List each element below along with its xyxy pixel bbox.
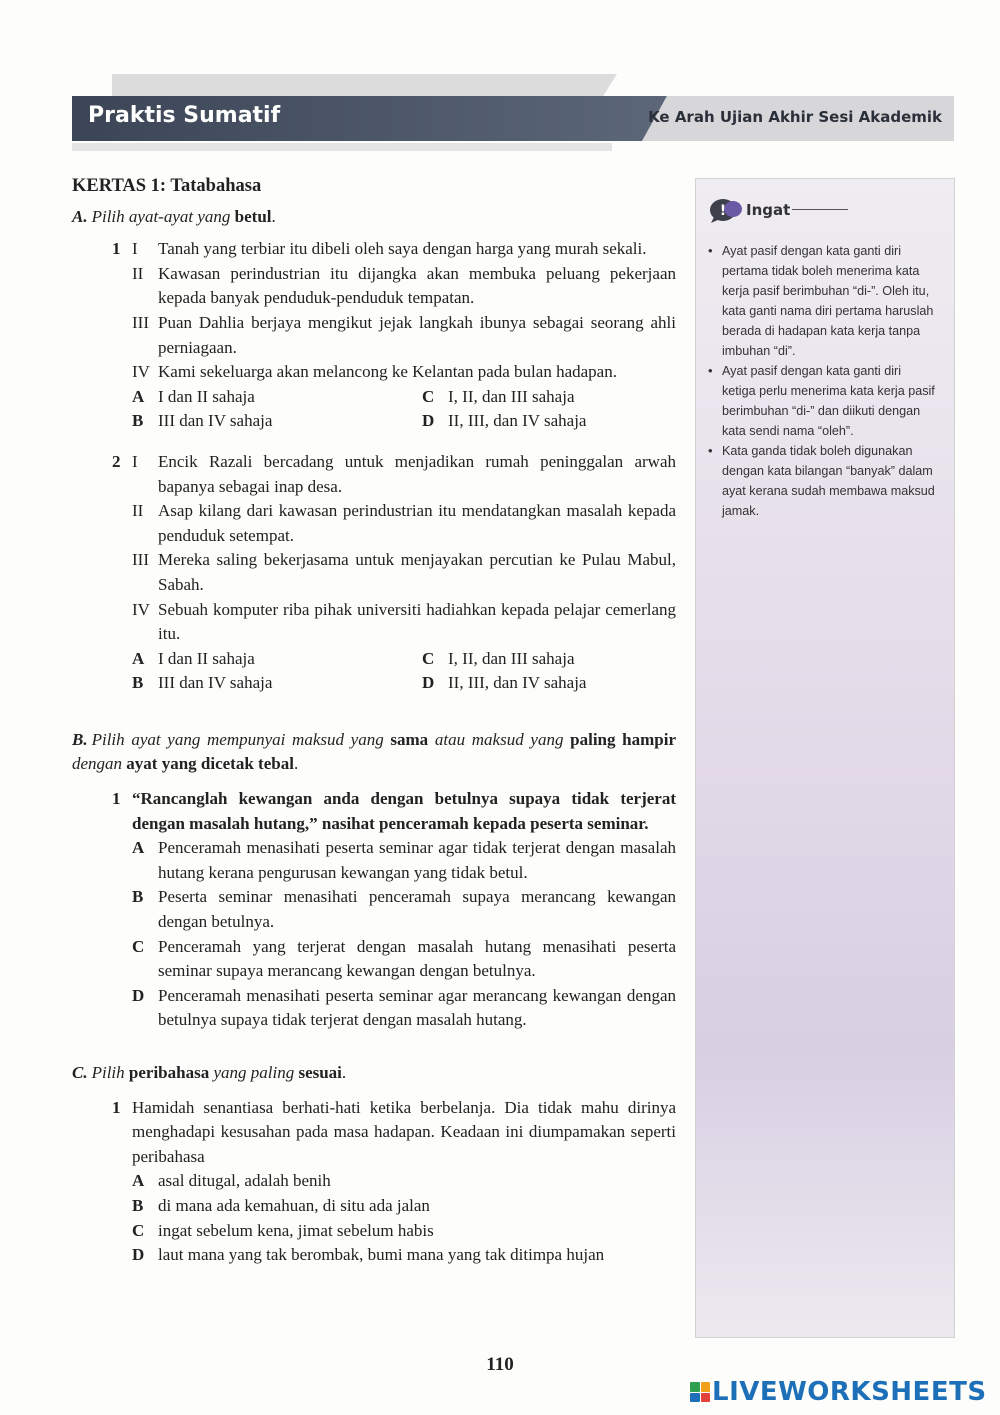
svg-text:!: ! — [719, 203, 727, 219]
note-item: • Kata ganda tidak boleh digunakan dengan kata bilangan “banyak” dalam ayat kerana sudah membawa maksud jamak. — [706, 441, 938, 521]
question-b1 — [112, 787, 676, 1033]
answer-option-c[interactable]: C ingat sebelum kena, jimat sebelum habis — [132, 1220, 434, 1240]
answer-options — [132, 647, 676, 696]
section-c-instruction: C. Pilih peribahasa yang paling sesuai. — [72, 1063, 347, 1082]
statement: IV Kami sekeluarga akan melancong ke Kelantan pada bulan hadapan. — [132, 362, 617, 382]
banner-title: Praktis Sumatif — [88, 103, 281, 128]
header-banner — [72, 96, 954, 141]
ingat-sidebar — [695, 178, 955, 1338]
paper-title: KERTAS 1: Tatabahasa — [72, 176, 262, 196]
answer-option-c[interactable]: C I, II, dan III sahaja — [422, 648, 575, 668]
note-item: • Ayat pasif dengan kata ganti diri pertama tidak boleh menerima kata kerja pasif berimbuhan “di-”. Oleh itu, kata ganti nama diri pertama haruslah berada di hadapan kata kerja tanpa imbuhan “di”. — [706, 241, 938, 361]
question-a1 — [112, 237, 676, 434]
banner-underline — [72, 143, 612, 151]
heading-rule — [792, 209, 848, 210]
question-number: 2 — [112, 451, 121, 471]
question-stem: “Rancanglah kewangan anda dengan betulnya supaya tidak terjerat dengan masalah hutang,” nasihat penceramah kepada peserta seminar. — [132, 789, 676, 833]
section-b-instruction: B. Pilih ayat yang mempunyai maksud yang sama atau maksud yang paling hampir dengan ayat yang dicetak tebal. — [72, 729, 677, 774]
brand-name: LIVEWORKSHEETS — [712, 1377, 987, 1407]
answer-option-b[interactable]: B III dan IV sahaja — [132, 411, 273, 431]
answer-option-d[interactable]: D II, III, dan IV sahaja — [422, 673, 587, 693]
question-number: 1 — [112, 239, 121, 259]
answer-option-d[interactable]: D II, III, dan IV sahaja — [422, 411, 587, 431]
answer-option-b[interactable]: B di mana ada kemahuan, di situ ada jalan — [132, 1195, 430, 1215]
notes-list — [706, 241, 938, 521]
ingat-heading: Ingat — [746, 201, 791, 219]
chat-bubble-icon — [708, 195, 744, 225]
banner-subtitle: Ke Arah Ujian Akhir Sesi Akademik — [648, 108, 942, 126]
statement: IV Sebuah komputer riba pihak universiti hadiahkan kepada pelajar cemerlang itu. — [132, 599, 676, 644]
question-c1 — [112, 1096, 676, 1268]
statement: III Mereka saling bekerjasama untuk menjayakan percutian ke Pulau Mabul, Sabah. — [132, 550, 676, 594]
question-a2 — [112, 450, 676, 696]
ingat-header — [708, 195, 790, 225]
section-letter: B. — [72, 729, 88, 749]
answer-option-a[interactable]: A Penceramah menasihati peserta seminar agar tidak terjerat dengan masalah hutang kerana pengurusan kewangan yang tidak betul. — [132, 838, 676, 882]
answer-option-a[interactable]: A asal ditugal, adalah benih — [132, 1171, 331, 1191]
statement: I Tanah yang terbiar itu dibeli oleh saya dengan harga yang murah sekali. — [132, 239, 647, 259]
answer-option-b[interactable]: B Peserta seminar menasihati penceramah supaya merancang kewangan dengan betulnya. — [132, 887, 676, 932]
answer-option-a[interactable]: A I dan II sahaja — [132, 648, 255, 668]
statement: I Encik Razali bercadang untuk menjadikan rumah peninggalan arwah bapanya sebagai inap desa. — [132, 451, 676, 496]
answer-option-d[interactable]: D laut mana yang tak berombak, bumi mana yang tak ditimpa hujan — [132, 1245, 605, 1265]
answer-option-b[interactable]: B III dan IV sahaja — [132, 673, 273, 693]
answer-option-c[interactable]: C Penceramah yang terjerat dengan masalah hutang menasihati peserta seminar supaya merancang kewangan dengan betulnya. — [132, 936, 676, 981]
brand-mark-icon — [690, 1382, 710, 1402]
question-number: 1 — [112, 1097, 121, 1117]
statement: III Puan Dahlia berjaya mengikut jejak langkah ibunya sebagai seorang ahli perniagaan. — [132, 312, 676, 357]
section-a-instruction: A. Pilih ayat-ayat yang betul. — [72, 206, 276, 226]
note-item: • Ayat pasif dengan kata ganti diri ketiga perlu menerima kata kerja pasif berimbuhan “di-” dan diikuti dengan kata sendi nama “oleh”. — [706, 361, 938, 441]
answer-options — [132, 385, 676, 434]
question-stem: Hamidah senantiasa berhati-hati ketika berbelanja. Dia tidak mahu dirinya menghadapi kesusahan pada masa hadapan. Keadaan ini diumpamakan seperti peribahasa — [132, 1097, 676, 1166]
statement: II Kawasan perindustrian itu dijangka akan membuka peluang pekerjaan kepada banyak penduduk-penduduk tempatan. — [132, 263, 676, 308]
section-letter: A. — [72, 206, 88, 226]
worksheet-content — [72, 174, 676, 1268]
answer-option-d[interactable]: D Penceramah menasihati peserta seminar agar merancang kewangan dengan betulnya supaya tidak terjerat dengan masalah hutang. — [132, 985, 676, 1030]
page-number: 110 — [486, 1354, 514, 1375]
statement: II Asap kilang dari kawasan perindustrian itu mendatangkan masalah kepada penduduk setempat. — [132, 501, 676, 545]
answer-option-c[interactable]: C I, II, dan III sahaja — [422, 386, 575, 406]
answer-option-a[interactable]: A I dan II sahaja — [132, 386, 255, 406]
question-number: 1 — [112, 789, 121, 809]
section-letter: C. — [72, 1063, 88, 1082]
liveworksheets-logo[interactable] — [690, 1377, 987, 1407]
banner-shadow — [112, 74, 617, 98]
